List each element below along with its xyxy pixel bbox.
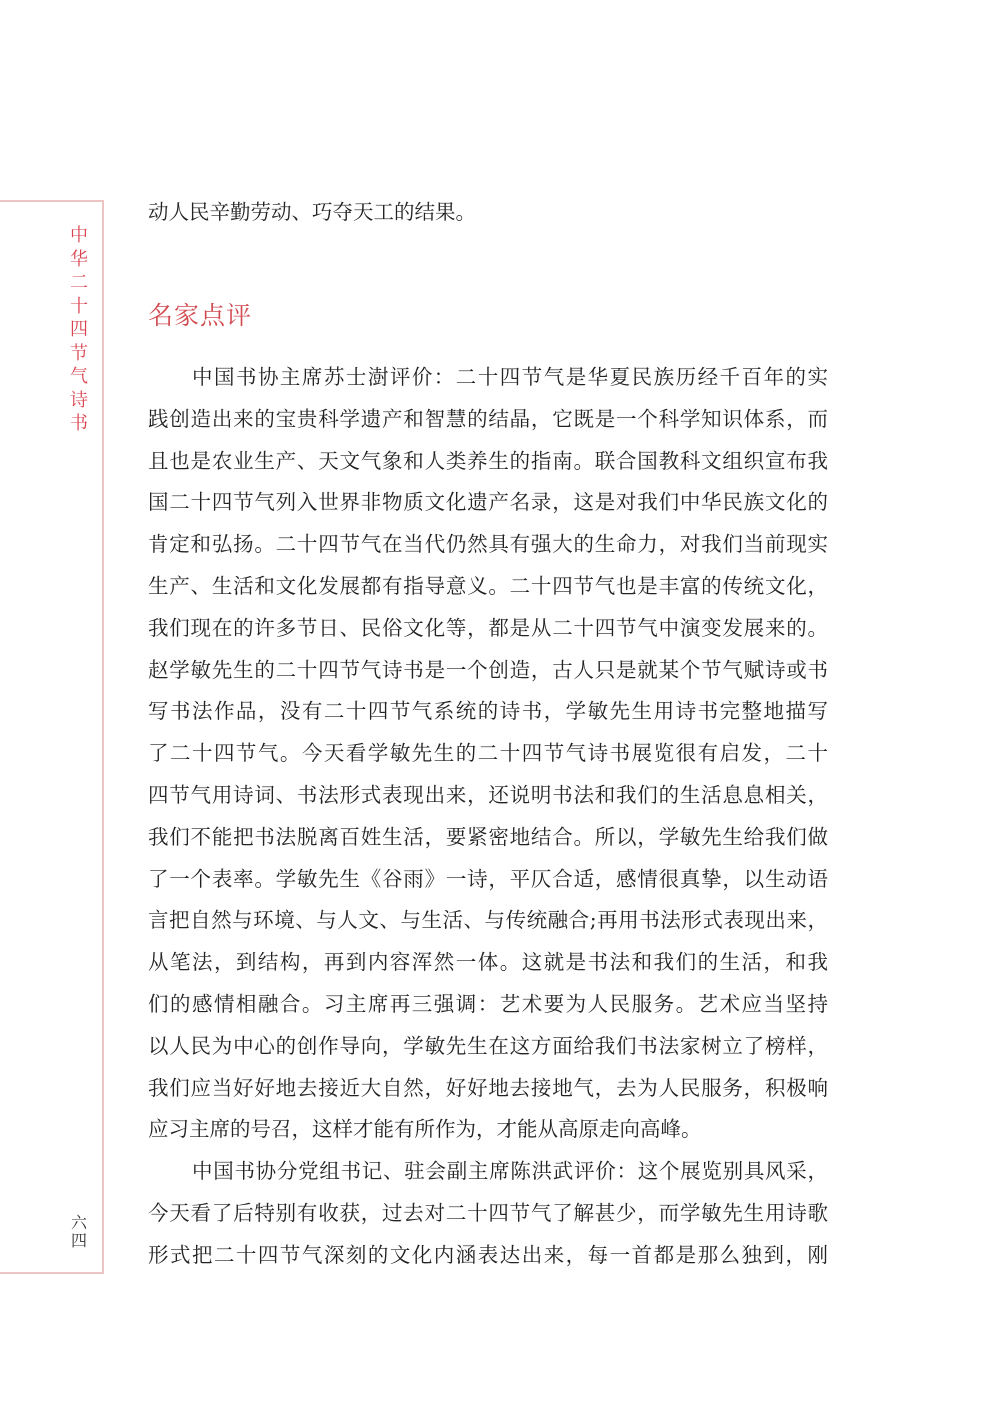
- vertical-char: 二: [70, 272, 88, 293]
- text-line: 从笔法，到结构，再到内容浑然一体。这就是书法和我们的生活，和我: [148, 950, 828, 975]
- text-line: 了一个表率。学敏先生《谷雨》一诗，平仄合适，感情很真挚，以生动语: [148, 866, 828, 891]
- text-line: 动人民辛勤劳动、巧夺天工的结果。: [148, 200, 476, 224]
- text-line: 我们不能把书法脱离百姓生活，要紧密地结合。所以，学敏先生给我们做: [148, 824, 828, 849]
- vertical-char: 诗: [70, 389, 88, 411]
- vertical-char: 华: [70, 248, 88, 270]
- text-line: 赵学敏先生的二十四节气诗书是一个创造，古人只是就某个节气赋诗或书: [148, 657, 828, 682]
- paragraph: [148, 1151, 828, 1276]
- text-line: 了二十四节气。今天看学敏先生的二十四节气诗书展览很有启发，二十: [148, 741, 828, 766]
- page-number: [68, 1214, 90, 1250]
- text-line: 践创造出来的宝贵科学遗产和智慧的结晶，它既是一个科学知识体系，而: [148, 406, 828, 431]
- text-line: 以人民为中心的创作导向，学敏先生在这方面给我们书法家树立了榜样，: [148, 1033, 828, 1058]
- text-line: 且也是农业生产、天文气象和人类养生的指南。联合国教科文组织宣布我: [148, 448, 828, 473]
- text-line: 生产、生活和文化发展都有指导意义。二十四节气也是丰富的传统文化，: [148, 573, 828, 598]
- text-line: 中国书协主席苏士澍评价：二十四节气是华夏民族历经千百年的实: [192, 365, 828, 389]
- text-line: 应习主席的号召，这样才能有所作为，才能从高原走向高峰。: [148, 1117, 702, 1142]
- vertical-char: 四: [70, 1231, 87, 1250]
- vertical-char: 节: [70, 342, 88, 364]
- vertical-char: 中: [70, 225, 88, 246]
- paragraph: [148, 357, 828, 1151]
- text-line: 言把自然与环境、与人文、与生活、与传统融合;再用书法形式表现出来，: [148, 908, 828, 933]
- text-line: 今天看了后特别有收获，过去对二十四节气了解甚少，而学敏先生用诗歌: [148, 1200, 828, 1225]
- text-line: 中国书协分党组书记、驻会副主席陈洪武评价：这个展览别具风采，: [192, 1159, 828, 1184]
- body-text: [148, 357, 828, 1277]
- vertical-char: 气: [70, 366, 88, 387]
- vertical-char: 六: [70, 1213, 87, 1232]
- vertical-char: 四: [70, 319, 88, 340]
- text-line: 肯定和弘扬。二十四节气在当代仍然具有强大的生命力，对我们当前现实: [148, 532, 828, 557]
- text-line: 我们现在的许多节日、民俗文化等，都是从二十四节气中演变发展来的。: [148, 615, 828, 640]
- vertical-char: 十: [70, 295, 88, 317]
- continued-paragraph: [148, 192, 828, 234]
- text-line: 们的感情相融合。习主席再三强调：艺术要为人民服务。艺术应当坚持: [148, 991, 828, 1016]
- text-line: 我们应当好好地去接近大自然，好好地去接地气，去为人民服务，积极响: [148, 1075, 828, 1100]
- text-line: 写书法作品，没有二十四节气系统的诗书，学敏先生用诗书完整地描写: [148, 699, 828, 724]
- section-heading: 名家点评: [148, 301, 253, 330]
- running-book-title: [68, 224, 90, 436]
- text-line: 国二十四节气列入世界非物质文化遗产名录，这是对我们中华民族文化的: [148, 490, 828, 515]
- text-line: 形式把二十四节气深刻的文化内涵表达出来，每一首都是那么独到，刚: [148, 1242, 828, 1267]
- text-line: 四节气用诗词、书法形式表现出来，还说明书法和我们的生活息息相关，: [148, 782, 828, 807]
- vertical-char: 书: [70, 413, 88, 434]
